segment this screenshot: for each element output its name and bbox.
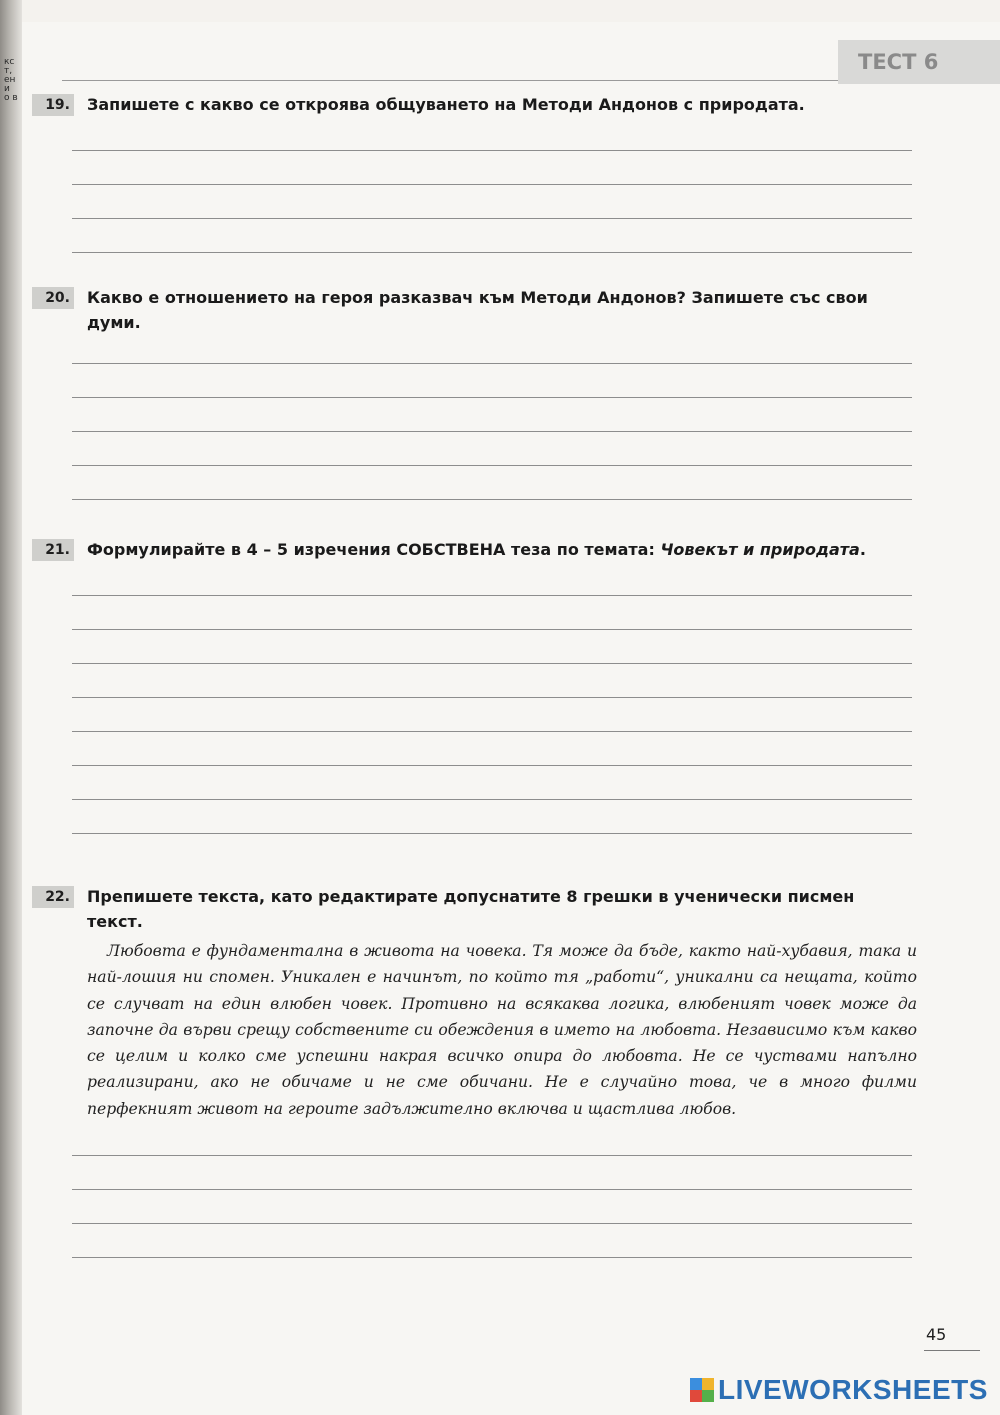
- question-text-main: Формулирайте в 4 – 5 изречения СОБСТВЕНА теза по темата:: [87, 540, 661, 559]
- answer-line[interactable]: [72, 630, 912, 664]
- spine-text-fragment: кст, ени о в: [4, 57, 18, 103]
- header-rule: [62, 80, 838, 81]
- answer-line[interactable]: [72, 330, 912, 364]
- page-number: 45: [926, 1325, 947, 1344]
- answer-line[interactable]: [72, 185, 912, 219]
- answer-line[interactable]: [72, 151, 912, 185]
- answer-area-22[interactable]: [72, 1122, 912, 1258]
- answer-line[interactable]: [72, 562, 912, 596]
- answer-line[interactable]: [72, 117, 912, 151]
- question-number: 19.: [32, 94, 74, 116]
- answer-line[interactable]: [72, 398, 912, 432]
- answer-line[interactable]: [72, 596, 912, 630]
- book-spine: [0, 0, 22, 1415]
- page-number-rule: [924, 1350, 980, 1351]
- question-20-header: [32, 285, 912, 335]
- answer-area-19[interactable]: [72, 117, 912, 253]
- question-22: [32, 884, 917, 1258]
- answer-line[interactable]: [72, 466, 912, 500]
- question-text: Запишете с какво се откроява общуването на Методи Андонов с природата.: [87, 95, 805, 114]
- answer-line[interactable]: [72, 1190, 912, 1224]
- question-20: [32, 285, 912, 500]
- question-text: [87, 537, 912, 562]
- answer-line[interactable]: [72, 1156, 912, 1190]
- answer-line[interactable]: [72, 432, 912, 466]
- question-19-header: [32, 92, 912, 117]
- question-number: 21.: [32, 539, 74, 561]
- answer-line[interactable]: [72, 766, 912, 800]
- question-number: 20.: [32, 287, 74, 309]
- answer-line[interactable]: [72, 1224, 912, 1258]
- question-21-header: [32, 537, 912, 562]
- worksheet-page: [22, 22, 1000, 1415]
- answer-area-21[interactable]: [72, 562, 912, 834]
- question-text-end: .: [859, 540, 866, 559]
- answer-line[interactable]: [72, 219, 912, 253]
- brand-name: LIVEWORKSHEETS: [718, 1374, 988, 1405]
- question-text: Какво е отношението на героя разказвач към Методи Андонов? Запишете със свои думи.: [87, 288, 868, 332]
- question-19: [32, 92, 912, 253]
- answer-area-20[interactable]: [72, 330, 912, 500]
- answer-line[interactable]: [72, 698, 912, 732]
- answer-line[interactable]: [72, 800, 912, 834]
- student-passage: Любовта е фундаментална в живота на човека. Тя може да бъде, както най-хубавия, така и най-лошия ни спомен. Уникален е начинът, по който тя „работи“, уникални са нещата, който се случват на един влюбен човек. Противно на всякаква логика, влюбеният човек може да започне да върви срещу собствените си обеждения в името на любовта. Независимо към какво се целим и колко сме успешни накрая всичко опира до любовта. Не се чуствами напълно реализирани, ако не обичаме и не сме обичани. Не е случайно това, че в много филми перфекният живот на героите задължително включва и щастлива любов.: [87, 942, 917, 1118]
- question-text: Препишете текста, като редактирате допуснатите 8 грешки в ученически писмен текст.: [87, 887, 855, 931]
- question-22-header: [32, 884, 912, 934]
- answer-line[interactable]: [72, 364, 912, 398]
- question-21: [32, 537, 912, 834]
- question-topic: Човекът и природата: [660, 540, 860, 559]
- answer-line[interactable]: [72, 1122, 912, 1156]
- answer-line[interactable]: [72, 664, 912, 698]
- answer-line[interactable]: [72, 732, 912, 766]
- test-label: ТЕСТ 6: [838, 40, 1000, 84]
- question-number: 22.: [32, 886, 74, 908]
- liveworksheets-brand: [690, 1372, 988, 1408]
- liveworksheets-logo-icon: [690, 1378, 714, 1402]
